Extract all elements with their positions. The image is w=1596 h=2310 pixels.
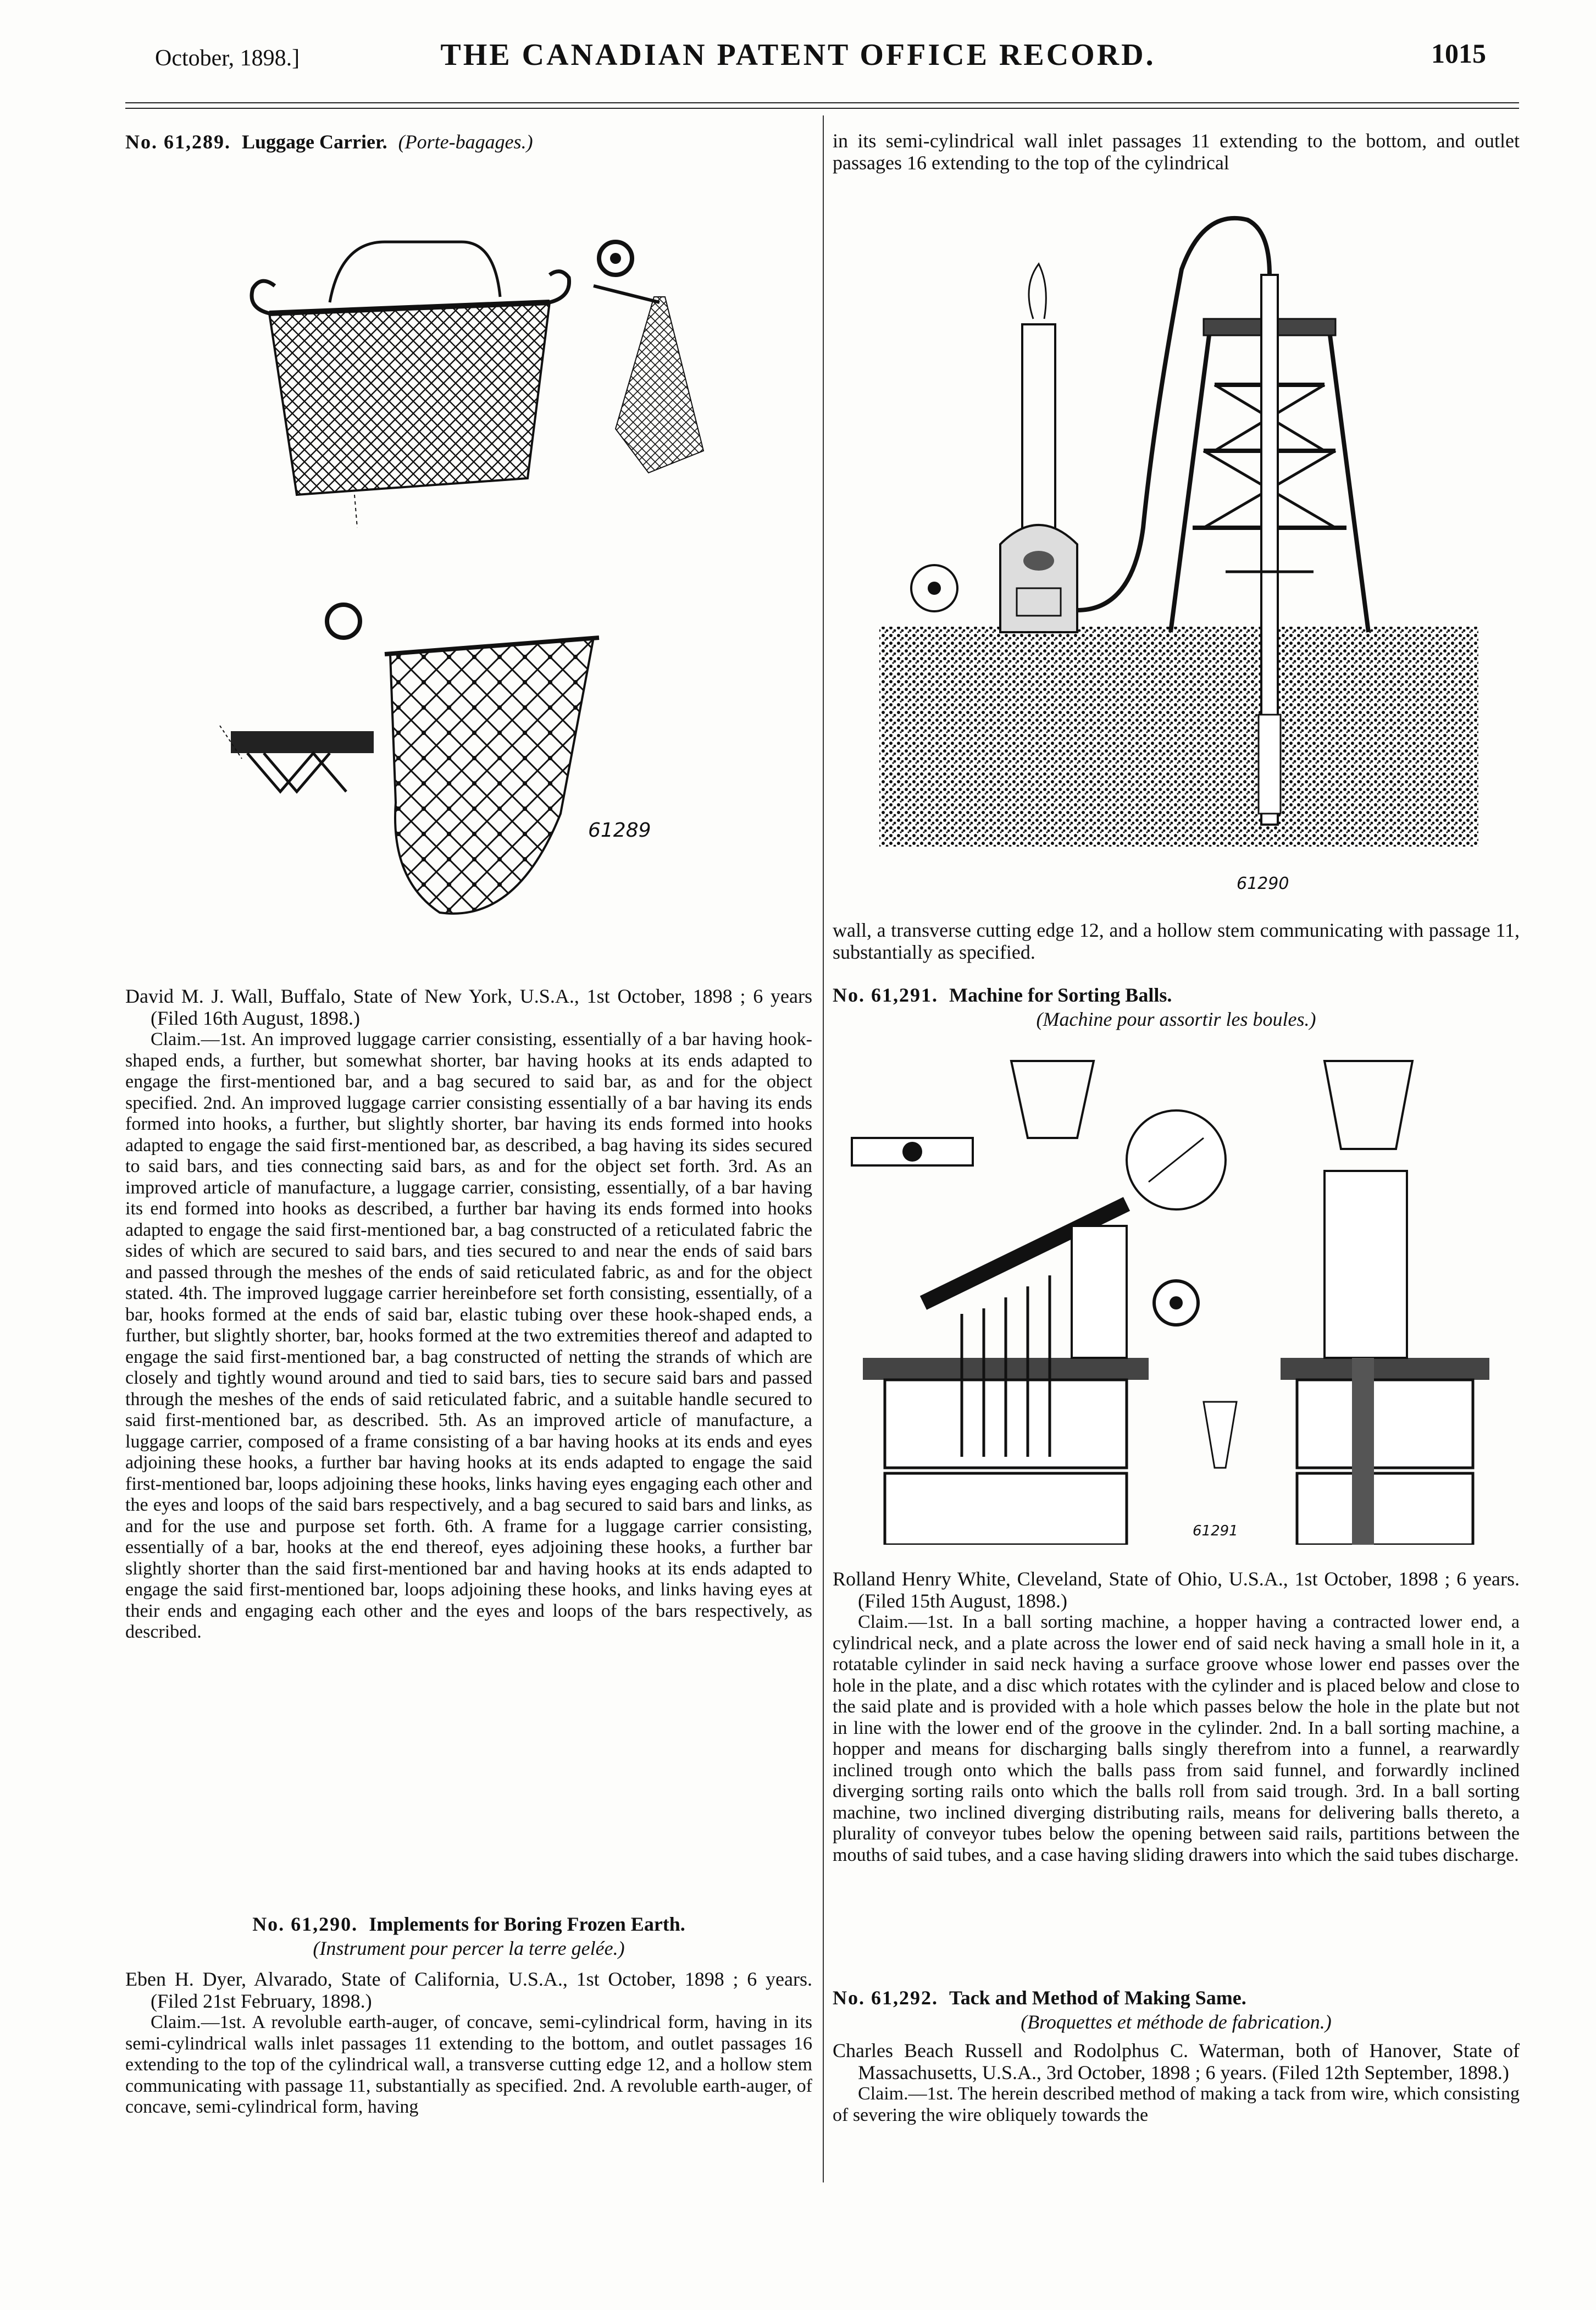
claim-lead: Claim. [151,1029,201,1049]
patent-61290-claim-continued-bottom [833,919,1520,963]
patent-61289-inventor: David M. J. Wall, Buffalo, State of New York, U.S.A., 1st October, 1898 ; 6 years (Filed 16th August, 1898.) [125,985,812,1029]
patent-title: Machine for Sorting Balls. [949,984,1172,1006]
patent-title: Luggage Carrier. [242,131,387,153]
patent-title: Tack and Method of Making Same. [949,1987,1246,2009]
patent-number: No. 61,291. [833,984,938,1006]
patent-61290-inventor: Eben H. Dyer, Alvarado, State of California, U.S.A., 1st October, 1898 ; 6 years. (Filed 21st February, 1898.) [125,1968,812,2012]
claim-text: —1st. A revoluble earth-auger, of concave, semi-cylindrical form, having in its semi-cylindrical walls inlet passages 11 extending to the bottom, and outlet passages 16 extending to the top of the cylindrical wall, a transverse cutting edge 12, and a hollow stem communicating with passage 11, substantially as specified. 2nd. A revoluble earth-auger, of concave, semi-cylindrical form, having [125,2012,812,2117]
page-header [0,34,1596,78]
page-number: 1015 [1431,38,1486,69]
patent-61290-claim [125,2012,812,2118]
patent-61292-inventor: Charles Beach Russell and Rodolphus C. Waterman, both of Hanover, State of Massachusetts, U.S.A., 3rd October, 1898 ; 6 years. (Filed 12th September, 1898.) [833,2040,1520,2084]
claim-lead: Claim. [858,1612,908,1632]
claim-continuation: in its semi-cylindrical wall inlet passages 11 extending to the bottom, and outlet passages 16 extending to the top of the cylindrical [833,130,1520,174]
patent-61290-section [125,1912,812,2118]
patent-number: No. 61,289. [125,131,231,153]
luggage-carrier-figure-lower [209,594,703,935]
patent-french-title: (Broquettes et méthode de fabrication.) [1021,2011,1332,2033]
patent-61292-claim [833,2084,1520,2126]
figure-number-61290: 61290 [1237,874,1289,893]
patent-61291-body [833,1568,1520,1866]
column-separator [823,115,824,2182]
patent-61292-heading [833,1986,1520,2010]
earth-boring-figure [874,187,1489,902]
claim-text: —1st. The herein described method of making a tack from wire, which consisting of severing the wire obliquely towards the [833,2084,1520,2125]
patent-61290-claim-continued-top [833,130,1520,174]
patent-61289-heading [125,130,812,154]
patent-french-title: (Porte-bagages.) [398,131,533,153]
claim-lead: Claim. [858,2084,908,2104]
ball-sorting-figure [841,1050,1522,1545]
header-date: October, 1898.] [155,46,300,71]
header-rule-secondary [125,108,1519,109]
patent-61291-inventor: Rolland Henry White, Cleveland, State of Ohio, U.S.A., 1st October, 1898 ; 6 years. (Filed 15th August, 1898.) [833,1568,1520,1612]
patent-61291-heading-block [833,983,1520,1031]
claim-text: —1st. In a ball sorting machine, a hopper having a contracted lower end, a cylindrical neck, and a plate across the lower end of said neck having a small hole in it, a rotatable cylinder in said neck having a surface groove whose lower end passes over the hole in the plate, and a disc which rotates with the cylinder and is placed below and close to the said plate and is provided with a hole which passes below the hole in the plate but not in line with the lower end of the groove in the cylinder. 2nd. In a ball sorting machine, a hopper and means for discharging balls singly therefrom into a funnel, a rearwardly inclined trough onto which the balls pass from said funnel, and forwardly inclined diverging sorting rails onto which the balls roll from said trough. 3rd. In a ball sorting machine, two inclined diverging distributing rails, means for delivering balls thereto, a plurality of conveyor tubes below the opening between said rails, partitions between the mouths of said tubes, and a case having sliding drawers into which the said tubes discharge. [833,1612,1520,1865]
patent-french-title: (Machine pour assortir les boules.) [1036,1008,1316,1030]
patent-number: No. 61,290. [252,1913,358,1935]
header-title: THE CANADIAN PATENT OFFICE RECORD. [440,38,1156,72]
patent-61291-heading [833,983,1520,1007]
patent-61289-claim [125,1029,812,1643]
figure-number-61289: 61289 [588,819,651,842]
patent-french-title: (Instrument pour percer la terre gelée.) [313,1937,625,1959]
claim-lead: Claim. [151,2012,201,2032]
patent-61292-section [833,1986,1520,2126]
patent-title: Implements for Boring Frozen Earth. [369,1913,685,1935]
patent-number: No. 61,292. [833,1987,938,2009]
patent-61289-body [125,985,812,1643]
patent-61291-claim [833,1612,1520,1866]
header-rule [125,102,1519,103]
claim-text: —1st. An improved luggage carrier consisting, essentially of a bar having hook-shaped ends, a further, but somewhat shorter, bar having hooks at its ends adapted to engage the first-mentioned bar, and a bag secured to said bar, as and for the object specified. 2nd. An improved luggage carrier consisting essentially of a bar having its ends formed into hooks, a further, but slightly shorter, bar having its ends formed into hooks adapted to engage the said first-mentioned bar, as described, a bag having its sides secured to said bars, and ties connecting said bars, as and for the object set forth. 3rd. As an improved article of manufacture, a luggage carrier, consisting, essentially, of a bar having its end formed into hooks as described, a further bar having its ends formed into hooks adapted to engage the said first-mentioned bar, a bag constructed of a reticulated fabric the sides of which are secured to said bars, and ties secured to and near the ends of said bars and passed through the meshes of the ends of said reticulated fabric, as and for the object stated. 4th. The improved luggage carrier hereinbefore set forth consisting, essentially, of a bar, hooks formed at the ends of said bar, elastic tubing over these hook-shaped ends, a further, but slightly shorter, bar, hooks formed at the two extremities thereof and adapted to engage the said first-mentioned bar, a bag constructed of netting the strands of which are closely and tightly wound around and tied to said bars, ties to secure said bars and passed through the meshes of the ends of said reticulated fabric, and a suitable handle secured to said first-mentioned bar, as described. 5th. As an improved article of manufacture, a luggage carrier, composed of a frame consisting of a bar having hooks at its ends and eyes adjoining these hooks, a further bar having hooks at its ends adapted to engage the said first-mentioned bar, loops adjoining these hooks, links having eyes engaging each other and the eyes and loops of the said bars respectively, and a bag secured to said bars and links, as and for the use and purpose set forth. 6th. A frame for a luggage carrier consisting, essentially of a bar, hooks at the end thereof, eyes adjoining these hooks, a further bar slightly shorter than the said first-mentioned bar and having hooks at its ends adapted to engage the said first-mentioned bar, loops adjoining these hooks, and links having eyes at their ends and engaging each other and the eyes and loops of the bars respectively, as described. [125,1029,812,1642]
luggage-carrier-figure-upper [220,220,736,539]
figure-number-61291: 61291 [1193,1523,1238,1539]
patent-61290-heading [125,1912,812,1936]
claim-continuation: wall, a transverse cutting edge 12, and a hollow stem communicating with passage 11, substantially as specified. [833,919,1520,963]
